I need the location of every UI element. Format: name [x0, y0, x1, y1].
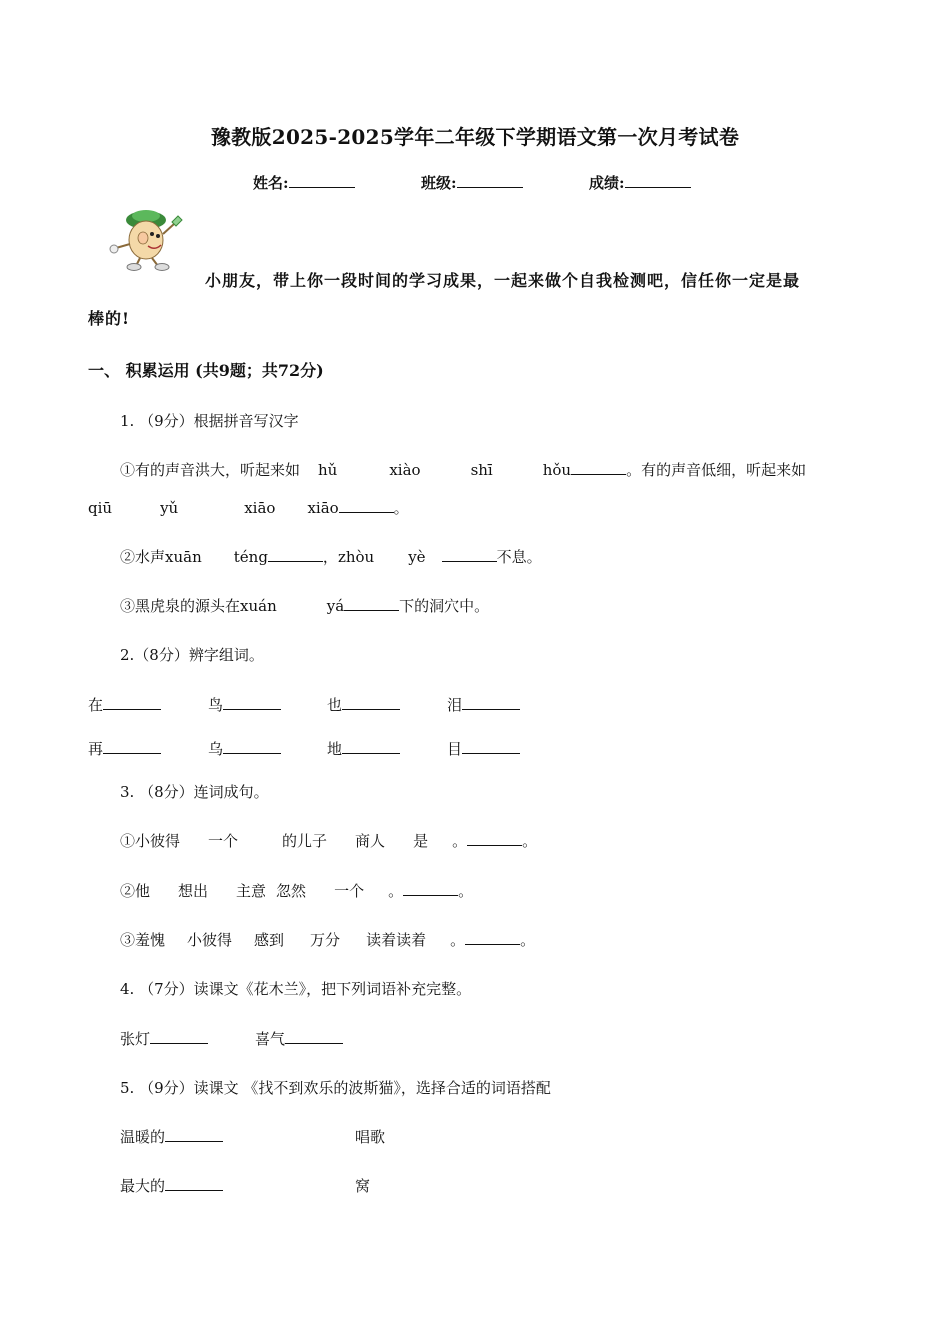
q2-row-2-item[interactable]: 地: [327, 738, 400, 759]
q2-row-1-item[interactable]: 鸟: [208, 694, 281, 715]
q4-item-2[interactable]: 喜气: [255, 1028, 343, 1049]
q4-stem: 4. （7分）读课文《花木兰》，把下列词语补充完整。: [120, 980, 472, 998]
score-field[interactable]: [589, 172, 691, 193]
q1-stem: 1. （9分）根据拼音写汉字: [120, 412, 299, 430]
q3-stem: 3. （8分）连词成句。: [120, 783, 269, 801]
q3-sentence-2[interactable]: ②他 想出 主意 忽然 一个 。 。: [120, 882, 474, 900]
q2-row-1-item[interactable]: 泪: [447, 694, 520, 715]
class-field[interactable]: [421, 172, 523, 193]
q1-blank-3[interactable]: [268, 549, 323, 562]
name-blank[interactable]: [289, 173, 355, 188]
q5-right-1[interactable]: 唱歌: [355, 1128, 386, 1146]
q2-row-2-item[interactable]: 再: [88, 738, 161, 759]
q2-row-1-item[interactable]: 也: [327, 694, 400, 715]
class-blank[interactable]: [457, 173, 523, 188]
q1-line-2: qiū yǔ xiāo xiāo 。: [88, 499, 409, 517]
q3-sentence-3[interactable]: ③羞愧 小彼得 感到 万分 读着读着 。 。: [120, 931, 536, 949]
q1-blank-5[interactable]: [344, 598, 399, 611]
q5-left-1[interactable]: 温暖的: [120, 1126, 223, 1147]
q4-item-1[interactable]: 张灯: [120, 1028, 208, 1049]
q5-stem: 5. （9分）读课文 《找不到欢乐的波斯猫》，选择合适的词语搭配: [120, 1079, 551, 1097]
name-field[interactable]: [253, 172, 355, 193]
mascot-illustration: [108, 204, 186, 272]
score-label: 成绩:: [589, 174, 625, 192]
q2-stem: 2.（8分）辨字组词。: [120, 646, 264, 664]
class-label: 班级:: [421, 174, 457, 192]
page-title: 豫教版2025-2025学年二年级下学期语文第一次月考试卷: [210, 125, 740, 149]
q5-right-2[interactable]: 窝: [355, 1177, 371, 1195]
q5-left-2[interactable]: 最大的: [120, 1175, 223, 1196]
q1-blank-2[interactable]: [339, 500, 394, 513]
intro-line-1: 小朋友，带上你一段时间的学习成果，一起来做个自我检测吧，信任你一定是最: [205, 271, 801, 290]
q1-line-4: ③黑虎泉的源头在xuán yá 下的洞穴中。: [120, 597, 490, 615]
score-blank[interactable]: [625, 173, 691, 188]
q1-blank-1[interactable]: [571, 462, 626, 475]
q3-sentence-1[interactable]: ①小彼得 一个 的儿子 商人 是 。 。: [120, 832, 538, 850]
section-heading: 一、 积累运用 (共9题；共72分): [88, 361, 324, 380]
q1-blank-4[interactable]: [442, 549, 497, 562]
q2-row-2-item[interactable]: 目: [447, 738, 520, 759]
intro-line-2: 棒的!: [88, 309, 131, 328]
q2-row-2-item[interactable]: 乌: [208, 738, 281, 759]
q2-row-1-item[interactable]: 在: [88, 694, 161, 715]
q1-line-3: ②水声xuān téng ，zhòu yè 不息。: [120, 548, 542, 566]
q1-line-1: ①有的声音洪大，听起来如 hǔ xiào shī hǒu 。有的声音低细，听起来如: [120, 461, 807, 479]
name-label: 姓名:: [253, 174, 289, 192]
